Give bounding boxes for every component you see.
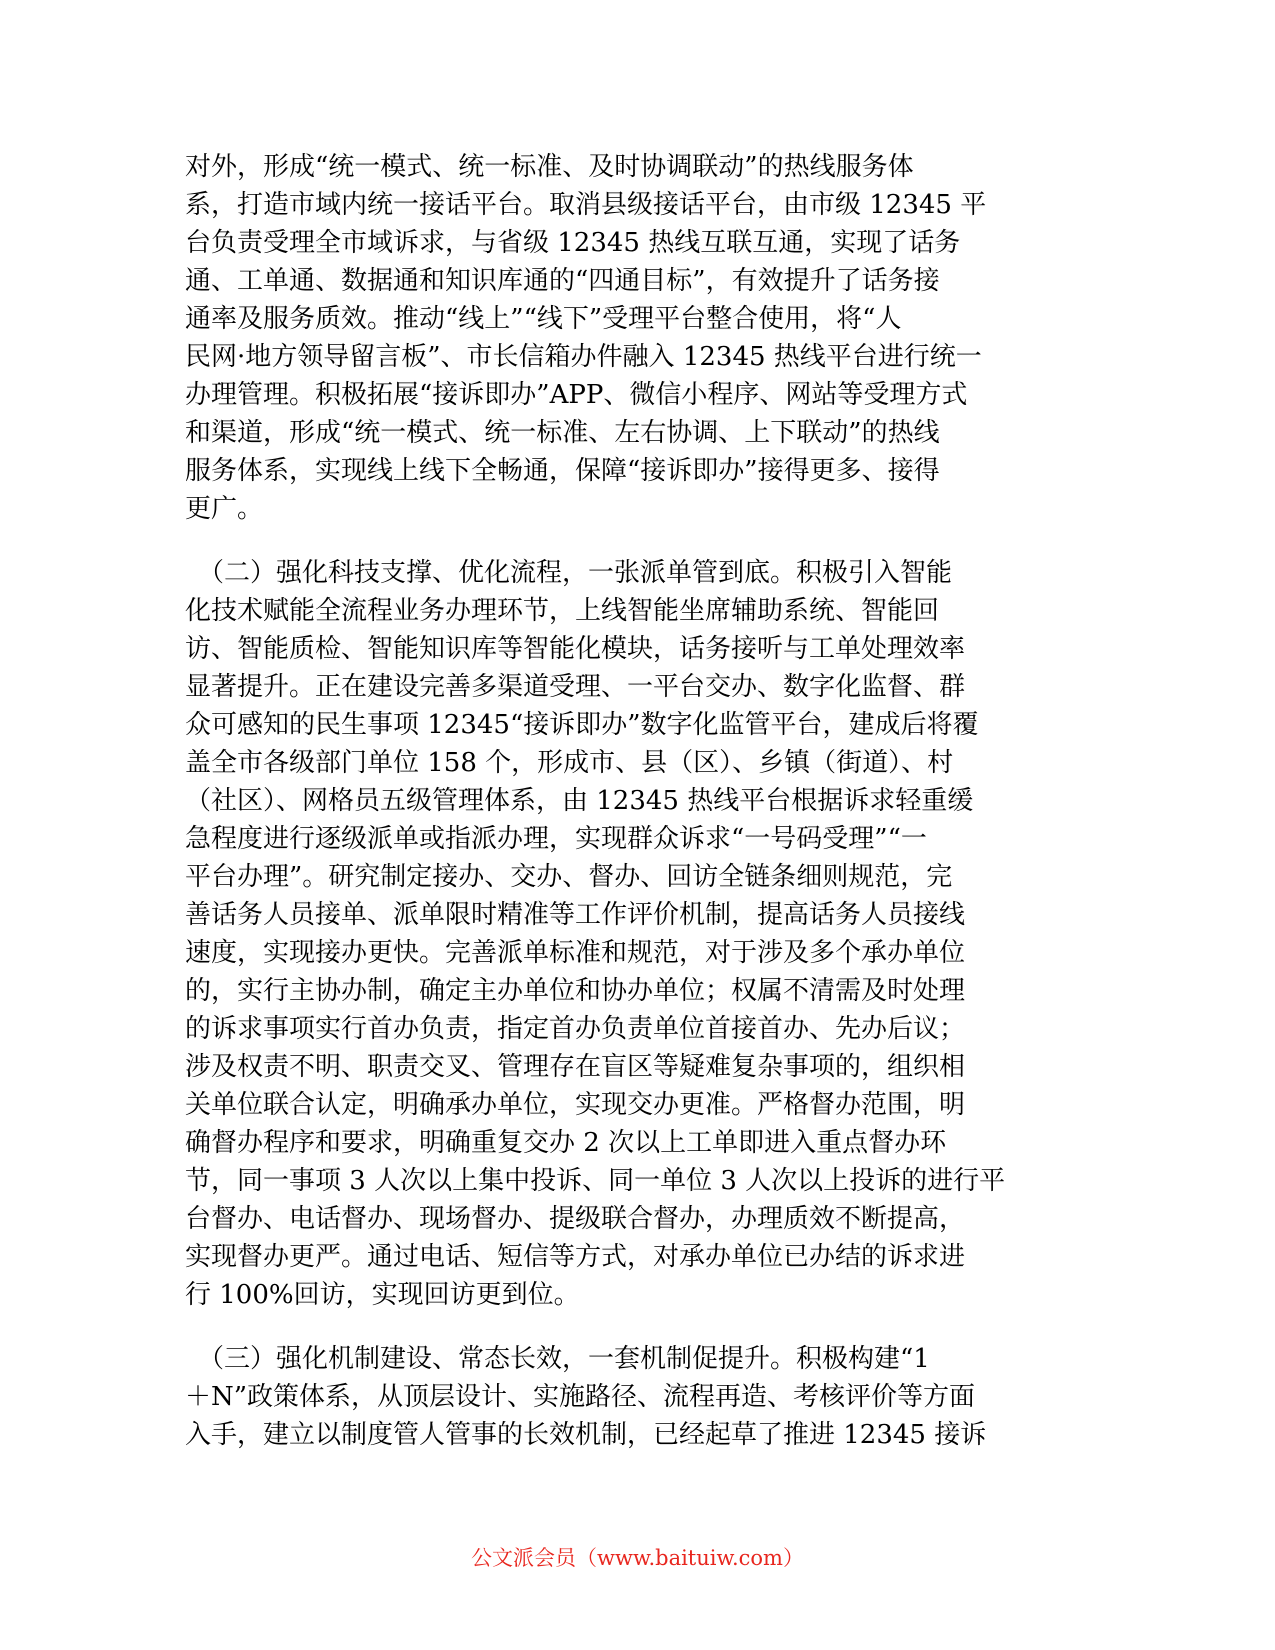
text-line: 的，实行主协办制，确定主办单位和协办单位；权属不清需及时处理 (185, 976, 966, 1006)
text-line: 台督办、电话督办、现场督办、提级联合督办，办理质效不断提高， (185, 1204, 966, 1234)
text-line: 善话务人员接单、派单限时精准等工作评价机制，提高话务人员接线 (185, 900, 966, 930)
text-line: 实现督办更严。通过电话、短信等方式，对承办单位已办结的诉求进 (185, 1242, 966, 1272)
text-line: 民网·地方领导留言板”、市长信箱办件融入 12345 热线平台进行统一 (185, 342, 982, 372)
text-line: 盖全市各级部门单位 158 个，形成市、县（区）、乡镇（街道）、村 (185, 748, 954, 778)
text-line: 对外，形成“统一模式、统一标准、及时协调联动”的热线服务体 (185, 152, 914, 182)
text-line: （二）强化科技支撑、优化流程，一张派单管到底。积极引入智能 (185, 558, 953, 588)
text-line: 访、智能质检、智能知识库等智能化模块，话务接听与工单处理效率 (185, 634, 966, 664)
text-line: 系，打造市域内统一接话平台。取消县级接话平台，由市级 12345 平 (185, 190, 987, 220)
text-line: 化技术赋能全流程业务办理环节，上线智能坐席辅助系统、智能回 (185, 596, 940, 626)
text-line: 通、工单通、数据通和知识库通的“四通目标”，有效提升了话务接 (185, 266, 940, 296)
text-line: 更广。 (185, 494, 264, 524)
text-line: 速度，实现接办更快。完善派单标准和规范，对于涉及多个承办单位 (185, 938, 966, 968)
text-line: 办理管理。积极拓展“接诉即办”APP、微信小程序、网站等受理方式 (185, 380, 968, 410)
text-line: 急程度进行逐级派单或指派办理，实现群众诉求“一号码受理”“一 (185, 824, 927, 854)
text-line: 和渠道，形成“统一模式、统一标准、左右协调、上下联动”的热线 (185, 418, 940, 448)
paragraph (185, 1340, 1085, 1454)
text-line: 平台办理”。研究制定接办、交办、督办、回访全链条细则规范，完 (185, 862, 953, 892)
text-line: 众可感知的民生事项 12345“接诉即办”数字化监管平台，建成后将覆 (185, 710, 979, 740)
text-line: 通率及服务质效。推动“线上”“线下”受理平台整合使用，将“人 (185, 304, 902, 334)
text-line: 入手，建立以制度管人管事的长效机制，已经起草了推进 12345 接诉 (185, 1420, 987, 1450)
paragraph (185, 148, 1085, 528)
paragraph-gap (185, 1314, 1085, 1340)
paragraph-gap (185, 528, 1085, 554)
document-body (185, 148, 1085, 1454)
text-line: ＋N”政策体系，从顶层设计、实施路径、流程再造、考核评价等方面 (185, 1382, 976, 1412)
text-line: 关单位联合认定，明确承办单位，实现交办更准。严格督办范围，明 (185, 1090, 966, 1120)
text-line: 的诉求事项实行首办负责，指定首办负责单位首接首办、先办后议； (185, 1014, 966, 1044)
text-line: （社区）、网格员五级管理体系，由 12345 热线平台根据诉求轻重缓 (185, 786, 974, 816)
text-line: 台负责受理全市域诉求，与省级 12345 热线互联互通，实现了话务 (185, 228, 961, 258)
text-line: 行 100%回访，实现回访更到位。 (185, 1280, 580, 1310)
paragraph (185, 554, 1085, 1314)
text-line: 涉及权责不明、职责交叉、管理存在盲区等疑难复杂事项的，组织相 (185, 1052, 966, 1082)
text-line: 确督办程序和要求，明确重复交办 2 次以上工单即进入重点督办环 (185, 1128, 947, 1158)
text-line: 显著提升。正在建设完善多渠道受理、一平台交办、数字化监督、群 (185, 672, 966, 702)
text-line: （三）强化机制建设、常态长效，一套机制促提升。积极构建“1 (185, 1344, 930, 1374)
text-line: 服务体系，实现线上线下全畅通，保障“接诉即办”接得更多、接得 (185, 456, 940, 486)
watermark-footer: 公文派会员（www.baituiw.com） (471, 1546, 804, 1570)
text-line: 节，同一事项 3 人次以上集中投诉、同一单位 3 人次以上投诉的进行平 (185, 1166, 1006, 1196)
